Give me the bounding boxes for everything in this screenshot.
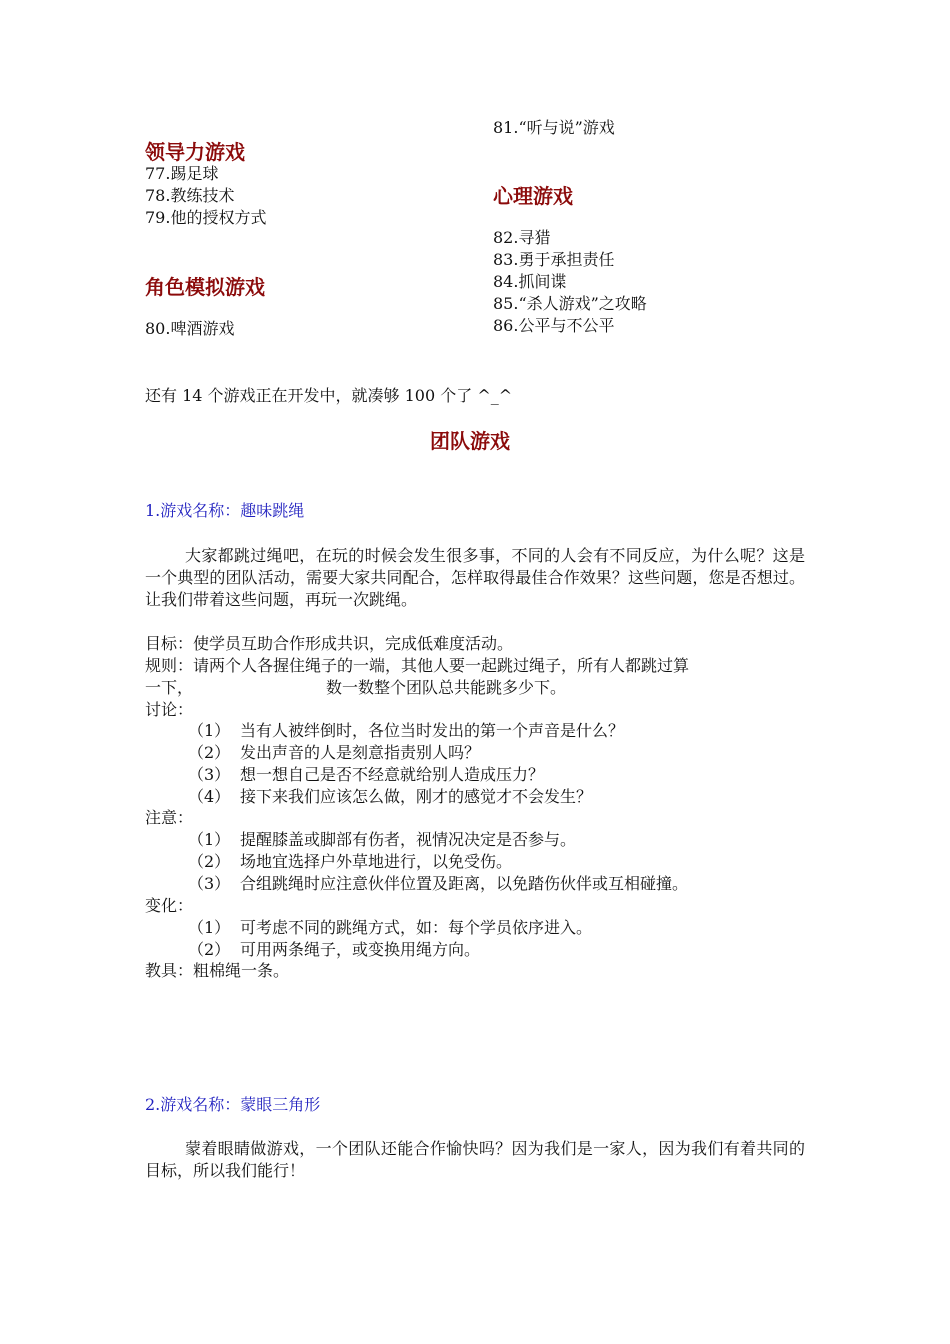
game1-rule-line2a: 一下，: [145, 678, 194, 697]
discussion-label: 讨论：: [145, 700, 194, 719]
notice-item: （1） 提醒膝盖或脚部有伤者，视情况决定是否参与。: [188, 830, 577, 849]
game1-title: 1.游戏名称：趣味跳绳: [145, 501, 305, 520]
notice-item: （3） 合组跳绳时应注意伙伴位置及距离，以免踏伤伙伴或互相碰撞。: [188, 874, 689, 893]
list-item-79: 79.他的授权方式: [145, 208, 267, 227]
game1-rule-line2b: 数一数整个团队总共能跳多少下。: [326, 678, 567, 697]
list-item-80: 80.啤酒游戏: [145, 319, 235, 338]
list-item-84: 84.抓间谍: [493, 272, 567, 291]
discussion-item: （4） 接下来我们应该怎么做，刚才的感觉才不会发生？: [188, 787, 593, 806]
list-item-81: 81.“听与说”游戏: [493, 118, 615, 137]
psychology-games-heading: 心理游戏: [493, 184, 573, 208]
notice-item: （2） 场地宜选择户外草地进行，以免受伤。: [188, 852, 513, 871]
list-item-77: 77.踢足球: [145, 164, 219, 183]
list-item-83: 83.勇于承担责任: [493, 250, 615, 269]
list-item-82: 82.寻猎: [493, 228, 551, 247]
list-item-85: 85.“杀人游戏”之攻略: [493, 294, 647, 313]
discussion-item: （3） 想一想自己是否不经意就给别人造成压力？: [188, 765, 545, 784]
discussion-item: （1） 当有人被绊倒时，各位当时发出的第一个声音是什么？: [188, 721, 625, 740]
game1-intro: 大家都跳过绳吧，在玩的时候会发生很多事，不同的人会有不同反应，为什么呢？这是一个典型的团队活动，需要大家共同配合，怎样取得最佳合作效果？这些问题，您是否想过。让我们带着这些问题，再玩一次跳绳。: [145, 546, 805, 609]
game1-tools: 教具：粗棉绳一条。: [145, 961, 290, 980]
game2-intro: 蒙着眼睛做游戏，一个团队还能合作愉快吗？因为我们是一家人，因为我们有着共同的目标，所以我们能行！: [145, 1139, 805, 1180]
game1-rule-line1: 规则：请两个人各握住绳子的一端，其他人要一起跳过绳子，所有人都跳过算: [145, 656, 690, 675]
list-item-86: 86.公平与不公平: [493, 316, 615, 335]
leadership-games-heading: 领导力游戏: [145, 140, 245, 164]
section-title: 团队游戏: [430, 429, 510, 453]
role-simulation-heading: 角色模拟游戏: [145, 275, 265, 299]
discussion-item: （2） 发出声音的人是刻意指责别人吗？: [188, 743, 481, 762]
list-item-78: 78.教练技术: [145, 186, 235, 205]
variation-item: （2） 可用两条绳子，或变换用绳方向。: [188, 940, 481, 959]
development-note: 还有 14 个游戏正在开发中，就凑够 100 个了 ^_^: [145, 386, 513, 405]
variation-label: 变化：: [145, 896, 194, 915]
game1-goal: 目标：使学员互助合作形成共识，完成低难度活动。: [145, 634, 514, 653]
variation-item: （1） 可考虑不同的跳绳方式，如：每个学员依序进入。: [188, 918, 593, 937]
notice-label: 注意：: [145, 808, 194, 827]
game2-title: 2.游戏名称：蒙眼三角形: [145, 1095, 321, 1114]
